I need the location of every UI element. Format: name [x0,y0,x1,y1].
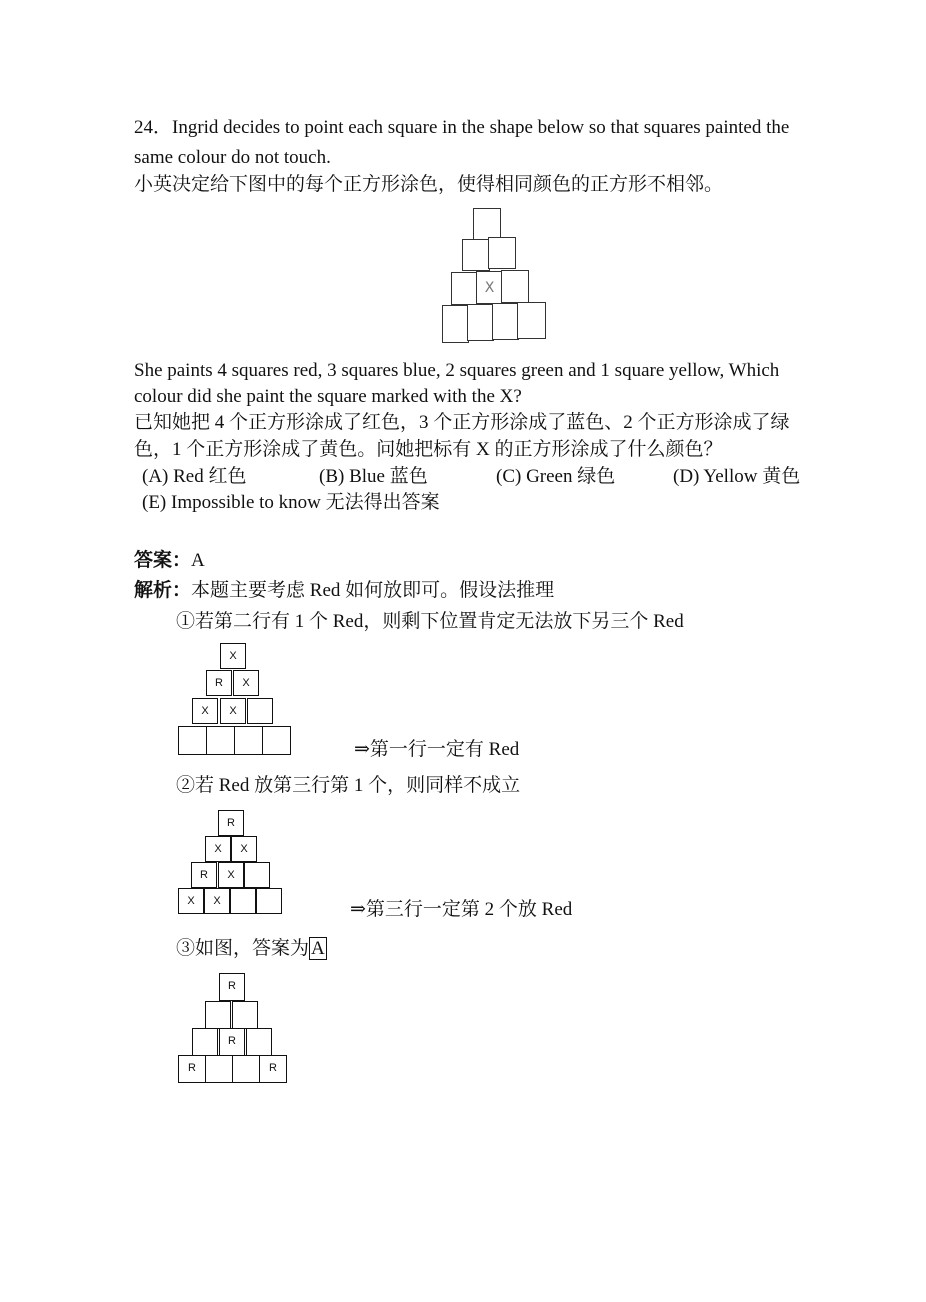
d2-cell [244,862,270,888]
d3-cell [205,1055,233,1083]
d1-cell: X [192,698,218,724]
option-b: (B) Blue 蓝色 [319,466,428,487]
question-line-1: 24．Ingrid decides to point each square in the shape below so that squares painted the [134,117,790,138]
diagram-2 [178,810,286,916]
d3-cell: R [259,1055,287,1083]
d2-cell: R [191,862,217,888]
diagram-1 [178,643,292,757]
option-d: (D) Yellow 黄色 [673,466,801,487]
d2-cell [256,888,282,914]
step-3-prefix: ③如图，答案为 [176,938,310,959]
d3-cell [232,1001,258,1029]
pyramid-row4-cell4 [517,302,546,339]
analysis-step-1: ①若第二行有 1 个 Red，则剩下位置肯定无法放下另三个 Red [176,611,684,632]
question-pyramid-figure [440,205,550,345]
d1-cell: X [233,670,259,696]
pyramid-row4-cell2 [467,304,494,341]
question-line-4: She paints 4 squares red, 3 squares blue, 2 squares green and 1 square yellow, Which [134,360,780,381]
step-2-conclusion: ⇒第三行一定第 2 个放 Red [350,899,573,920]
step-1-conclusion: ⇒第一行一定有 Red [354,739,520,760]
pyramid-row4-cell1 [442,305,469,343]
d3-cell: R [219,1028,245,1056]
d2-cell: R [218,810,244,836]
answer-label: 答案： [134,550,192,571]
option-a: (A) Red 红色 [142,466,247,487]
diagram-3 [178,973,288,1085]
pyramid-row3-cell2-marked: X [476,271,503,304]
d1-cell: X [220,643,246,669]
question-line-6-cn: 已知她把 4 个正方形涂成了红色，3 个正方形涂成了蓝色、2 个正方形涂成了绿 [134,412,790,433]
d1-cell [206,726,235,755]
d3-cell [192,1028,218,1056]
pyramid-row3-cell3 [501,270,529,303]
d1-cell: X [220,698,246,724]
pyramid-row4-cell3 [492,303,519,340]
answer-value: A [191,550,205,571]
d1-cell [262,726,291,755]
pyramid-row2-cell1 [462,239,490,271]
d3-cell [232,1055,260,1083]
d3-cell [205,1001,231,1029]
question-line-5: colour did she paint the square marked with the X? [134,386,522,407]
d2-cell: X [218,862,244,888]
d1-cell [178,726,207,755]
d3-cell: R [219,973,245,1001]
d2-cell: X [204,888,230,914]
analysis-line [134,578,554,604]
pyramid-row1-cell1 [473,208,501,240]
option-e: (E) Impossible to know 无法得出答案 [142,492,440,513]
d1-cell [234,726,263,755]
pyramid-row3-cell1 [451,272,478,305]
analysis-label: 解析： [134,580,192,601]
pyramid-row2-cell2 [488,237,516,269]
question-line-7-cn: 色，1 个正方形涂成了黄色。问她把标有 X 的正方形涂成了什么颜色？ [134,439,723,460]
d2-cell [230,888,256,914]
option-c: (C) Green 绿色 [496,466,616,487]
d2-cell: X [205,836,231,862]
d1-cell: R [206,670,232,696]
question-line-2: same colour do not touch. [134,147,331,168]
step-3-answer-box: A [311,938,325,959]
d3-cell [246,1028,272,1056]
analysis-step-3 [176,936,327,962]
answer-line [134,548,205,574]
question-line-3-cn: 小英决定给下图中的每个正方形涂色，使得相同颜色的正方形不相邻。 [134,174,724,195]
analysis-step-2: ②若 Red 放第三行第 1 个，则同样不成立 [176,775,521,796]
d2-cell: X [178,888,204,914]
analysis-intro: 本题主要考虑 Red 如何放即可。假设法推理 [191,580,555,601]
d2-cell: X [231,836,257,862]
d1-cell [247,698,273,724]
d3-cell: R [178,1055,206,1083]
